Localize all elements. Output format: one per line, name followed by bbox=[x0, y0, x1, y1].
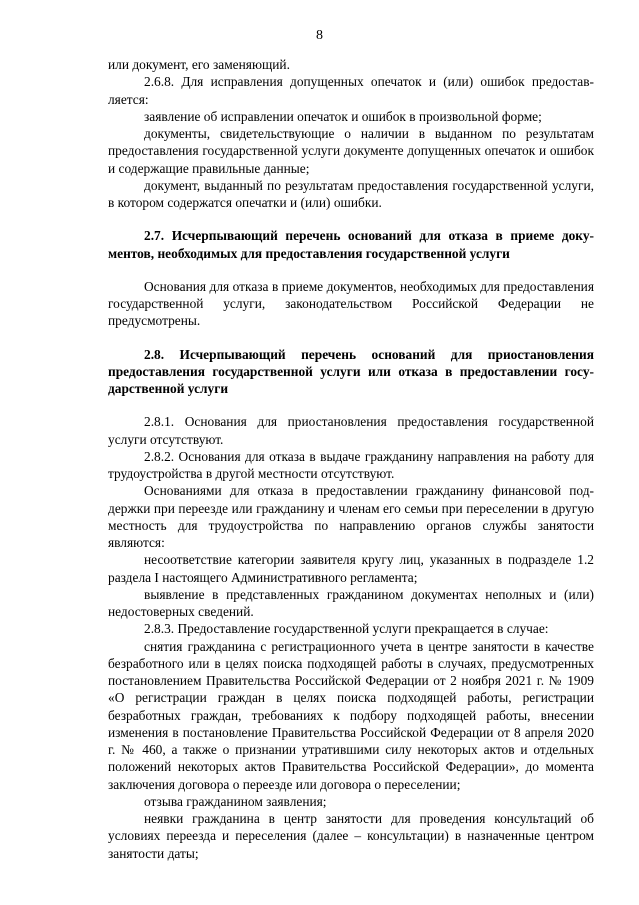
page-number: 8 bbox=[316, 28, 323, 43]
section-heading: 2.7. Исчерпывающий перечень оснований для отказа в приеме документов, необходимых для предоставления государственной услуги bbox=[108, 228, 594, 261]
paragraph: снятия гражданина с регистрационного учета в центре занятости в качестве безработного или в целях поиска подходящей работы в случаях, предусмотренных постановлением Правительства Российской Федерации от 2 ноября 2021 г. № 1909 «О регистрации граждан в целях поиска подходящей работы, регистрации безработных граждан, требованиях к подбору подходящей работы, внесении изменения в постановление Правительства Российской Федерации от 8 апреля 2020 г. № 460, а также о признании утратившими силу некоторых актов и отдельных положений некоторых актов Правительства Российской Федерации», до момента заключения договора о переезде или договора о переселении; bbox=[108, 638, 594, 792]
paragraph: заявление об исправлении опечаток и ошибок в произвольной форме; bbox=[144, 108, 542, 124]
paragraph: Основания для отказа в приеме документов, необходимых для предоставления государственной услуги, законодательством Российской Федерации не предусмотрены. bbox=[108, 278, 594, 329]
paragraph: 2.8.3. Предоставление государственной услуги прекращается в случае: bbox=[144, 621, 549, 637]
paragraph: отзыва гражданином заявления; bbox=[144, 793, 327, 809]
paragraph: выявление в представленных гражданином документах неполных и (или) недостоверных сведений. bbox=[108, 586, 594, 619]
paragraph: документы, свидетельствующие о наличии в выданном по результатам предоставления государственной услуги документе допущенных опечаток и ошибок и содержащие правильные данные; bbox=[108, 126, 594, 176]
paragraph: или документ, его заменяющий. bbox=[108, 57, 290, 72]
paragraph: 2.8.1. Основания для приостановления предоставления государственной услуги отсутствуют. bbox=[108, 414, 594, 447]
paragraph: документ, выданный по результатам предоставления государственной услуги, в котором содержатся опечатки и (или) ошибки. bbox=[108, 177, 594, 210]
paragraph: Основаниями для отказа в предоставлении гражданину финансовой поддержки при переезде или гражданину и членам его семьи при переселении в другую местность для трудоустройства по направлению органов службы занятости являются: bbox=[108, 483, 594, 550]
paragraph: неявки гражданина в центр занятости для проведения консультаций об условиях переезда и переселения (далее – консультации) в назначенные центром занятости даты; bbox=[108, 811, 594, 861]
paragraph: несоответствие категории заявителя кругу лиц, указанных в подразделе 1.2 раздела I настоящего Административного регламента; bbox=[108, 552, 594, 585]
paragraph: 2.6.8. Для исправления допущенных опечаток и (или) ошибок предоставляется: bbox=[108, 74, 594, 107]
paragraph: 2.8.2. Основания для отказа в выдаче гражданину направления на работу для трудоустройства в другой местности отсутствуют. bbox=[108, 448, 594, 481]
document-body bbox=[108, 56, 594, 862]
section-heading: 2.8. Исчерпывающий перечень оснований для приостановления предоставления государственной услуги или отказа в предоставлении государственной услуги bbox=[108, 346, 594, 396]
